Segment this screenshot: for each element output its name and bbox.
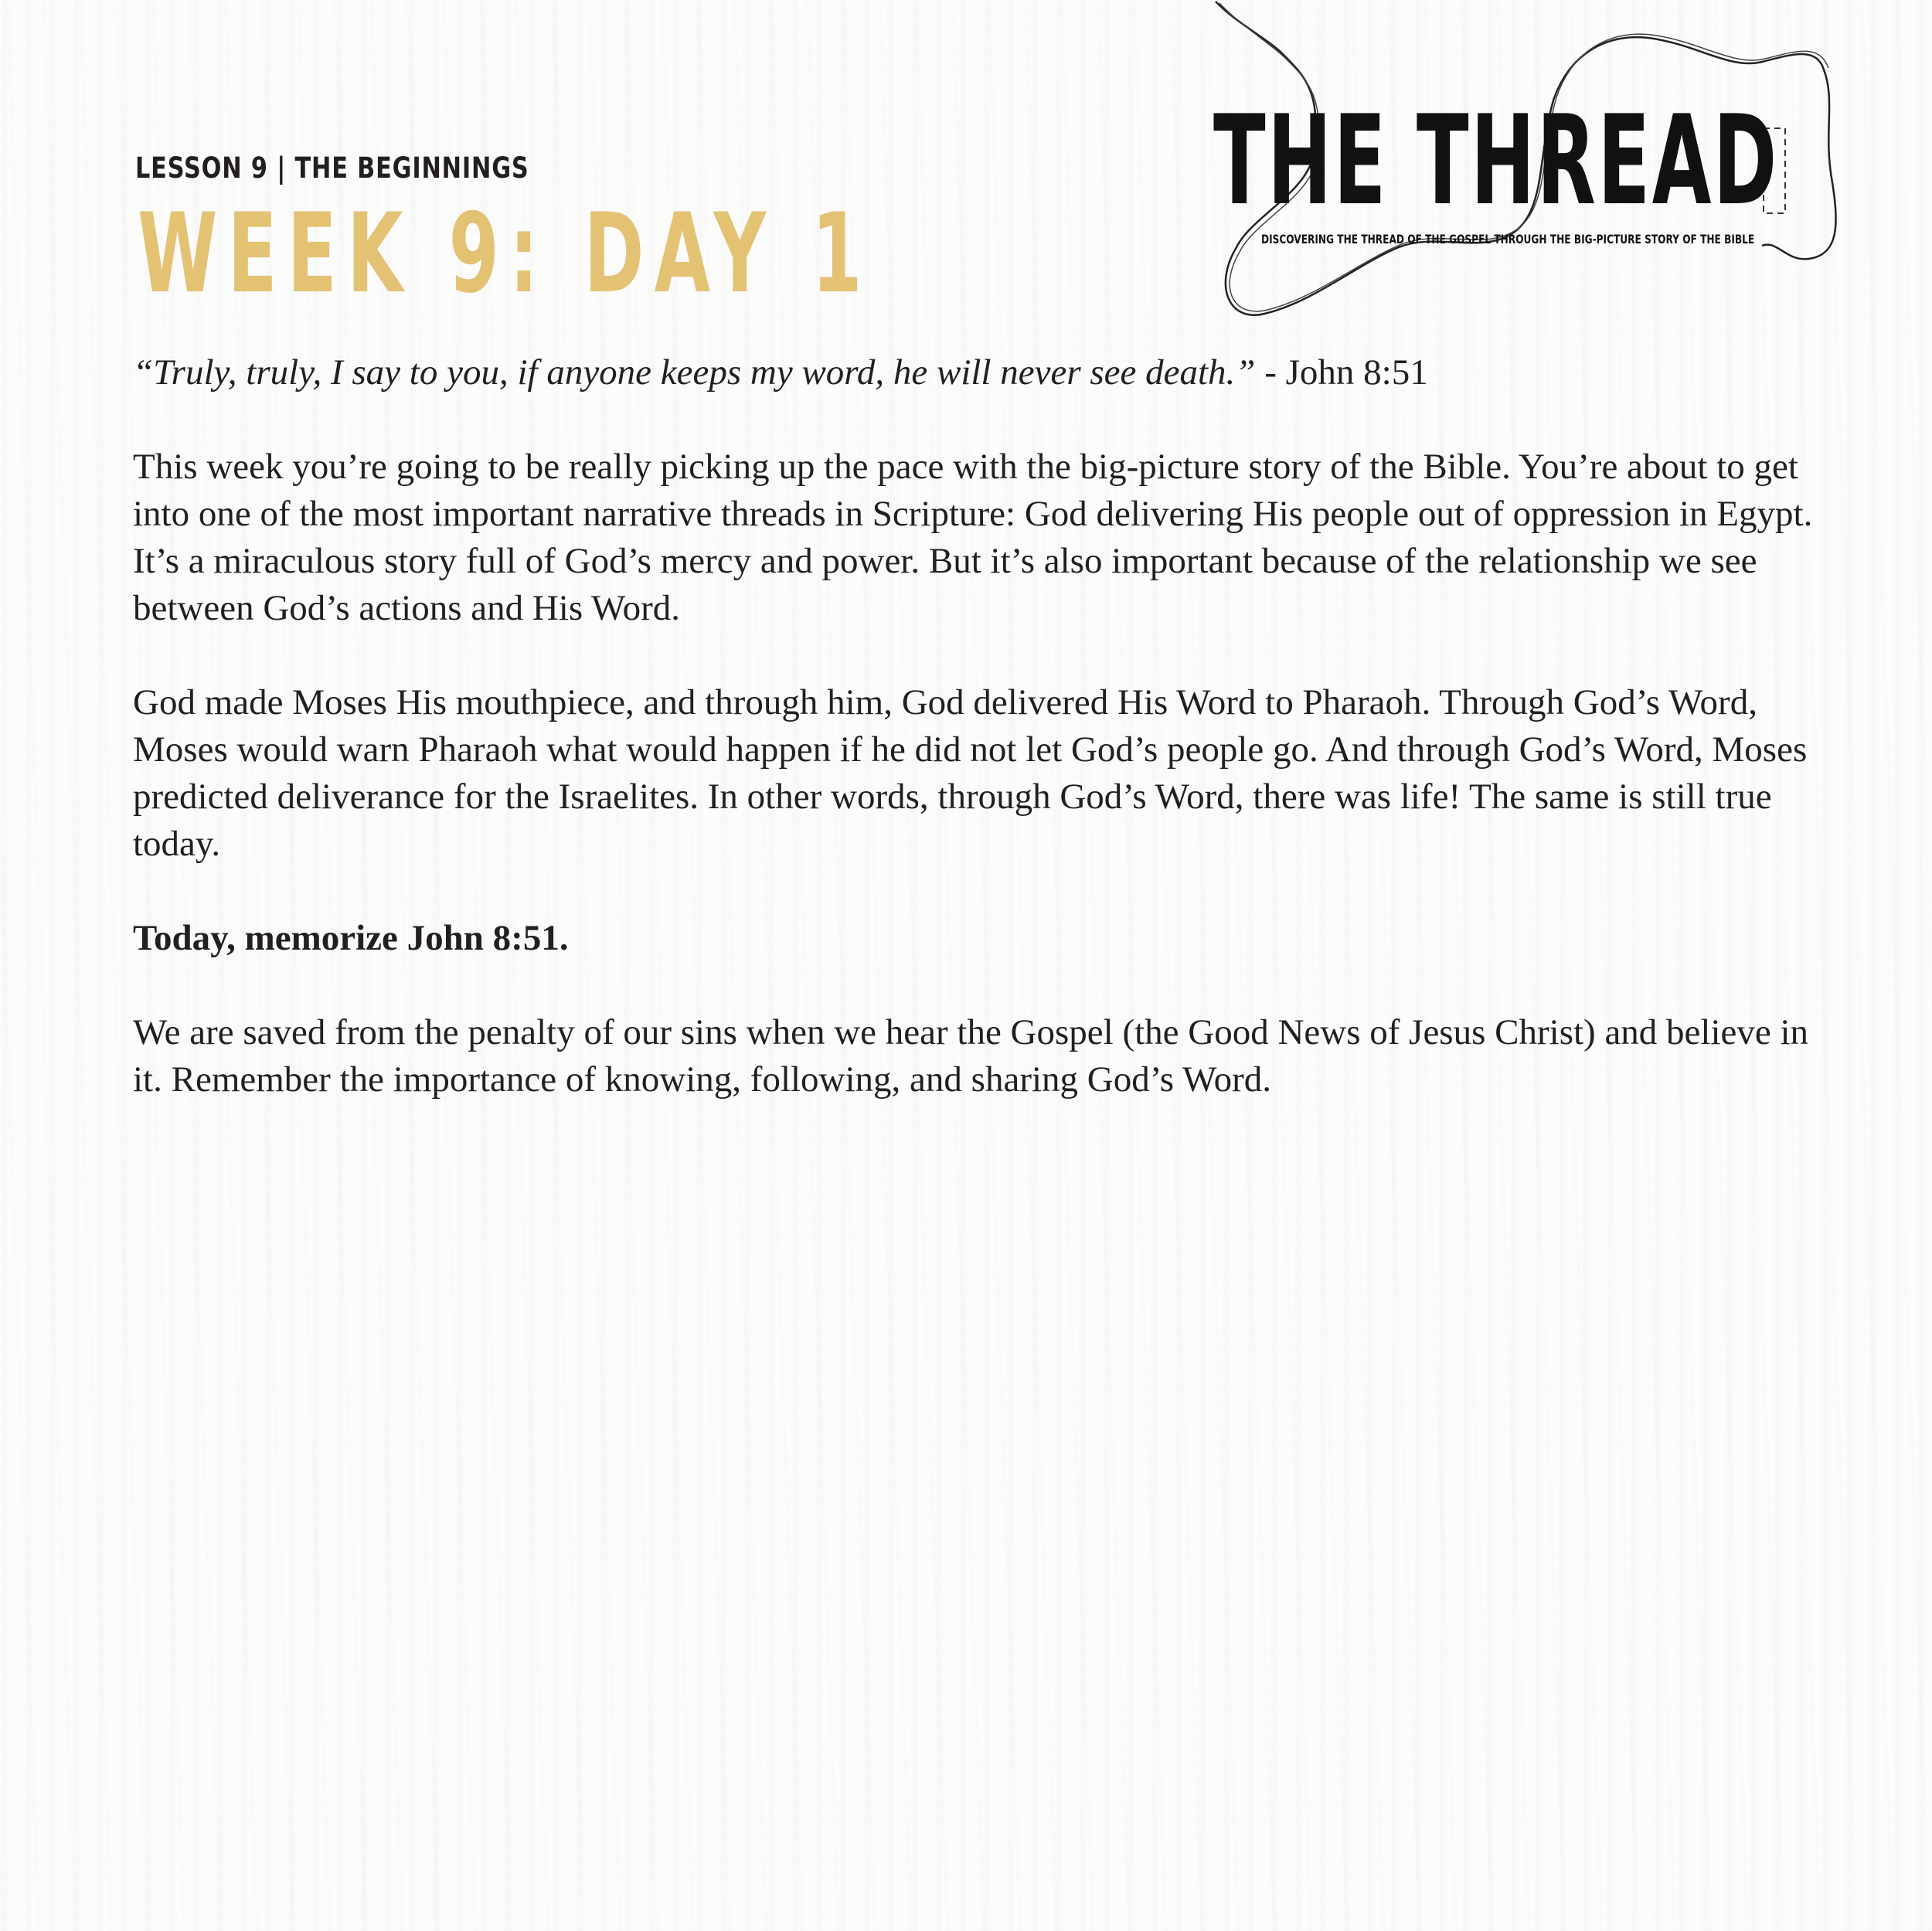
lesson-label: LESSON 9 | THE BEGINNINGS (135, 151, 529, 185)
verse-paragraph (133, 349, 1818, 396)
closing-paragraph: We are saved from the penalty of our sins when we hear the Gospel (the Good News of Jesus Christ) and believe in it. Remember the importance of knowing, following, and sharing God’s Word. (133, 1012, 1809, 1100)
logo-tagline: DISCOVERING THE THREAD OF THE GOSPEL THROUGH THE BIG-PICTURE STORY OF THE BIBLE (1261, 232, 1755, 246)
moses-paragraph: God made Moses His mouthpiece, and through him, God delivered His Word to Pharaoh. Through God’s Word, Moses would warn Pharaoh what would happen if he did not let God’s people go. And through God’s Word, Moses predicted deliverance for the Israelites. In other words, through God’s Word, there was life! The same is still true today. (133, 682, 1808, 864)
verse-reference: - John 8:51 (1255, 352, 1428, 393)
verse-quote: “Truly, truly, I say to you, if anyone keeps my word, he will never see death.” (133, 352, 1256, 393)
logo-title: THE THREAD (1213, 88, 1779, 233)
devotional-content (133, 349, 1818, 1151)
intro-paragraph: This week you’re going to be really picking up the pace with the big-picture story of the Bible. You’re about to get into one of the most important narrative threads in Scripture: God delivering His people out of oppression in Egypt. It’s a miraculous story full of God’s mercy and power. But it’s also important because of the relationship we see between God’s actions and His Word. (133, 447, 1813, 628)
the-thread-logo (1206, 0, 1862, 325)
week-title: WEEK 9: DAY 1 (138, 190, 872, 318)
memorize-instruction: Today, memorize John 8:51. (133, 918, 569, 958)
